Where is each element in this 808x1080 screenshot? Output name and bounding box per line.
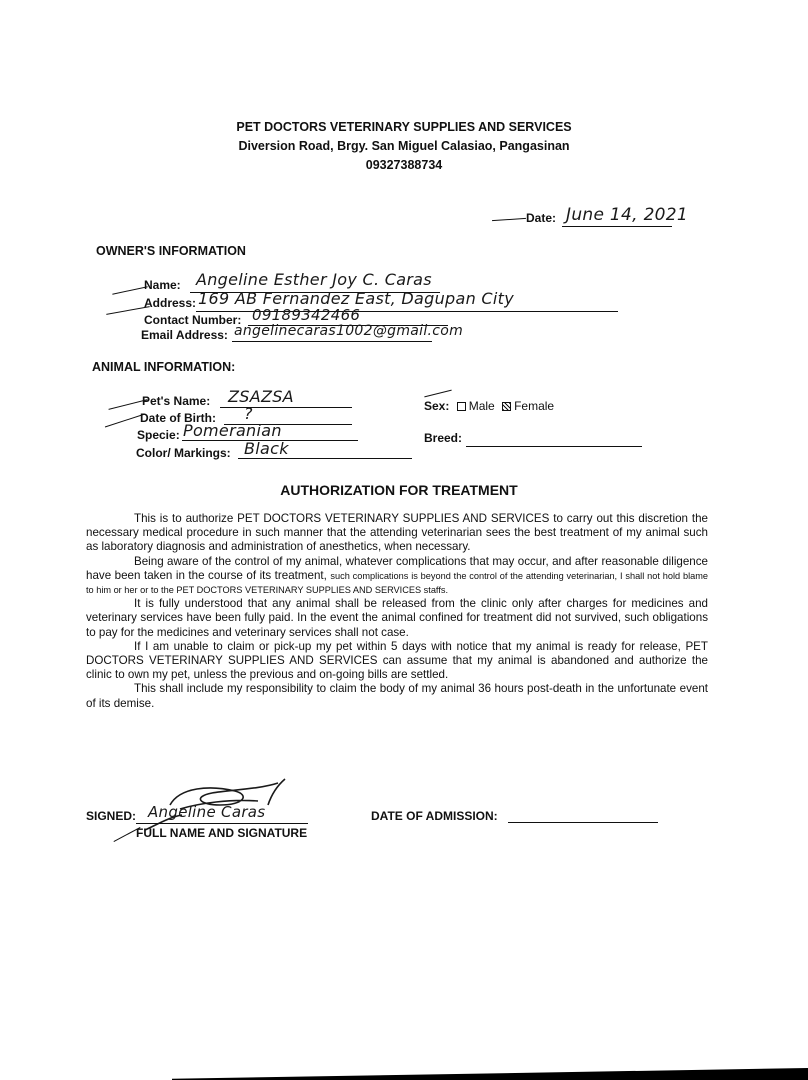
owner-email-line [232,341,432,342]
owner-pen-stroke [112,286,147,294]
owner-email-label: Email Address: [141,328,228,342]
specie-value: Pomeranian [183,421,282,440]
date-line [562,226,672,227]
authorization-title: AUTHORIZATION FOR TREATMENT [280,482,518,498]
sex-field [424,399,554,413]
owner-address-label: Address: [144,296,197,310]
date-pen-stroke [492,218,526,221]
breed-line [466,446,642,447]
color-label: Color/ Markings: [136,446,231,460]
sex-pen-stroke [424,390,451,398]
date-label: Date: [526,211,557,225]
signature-caption: FULL NAME AND SIGNATURE [136,826,308,840]
sex-male-label: Male [468,399,495,413]
owner-email-value: angelinecaras1002@gmail.com [234,323,464,339]
pet-name-line [220,407,352,408]
owner-address-value: 169 AB Fernandez East, Dagupan City [198,289,514,308]
authorization-paragraph-1: This is to authorize PET DOCTORS VETERINARY SUPPLIES AND SERVICES to carry out this discretion the necessary medical procedure in such manner that the attending veterinarian sees the best treatment of my animal such as laboratory diagnosis and administration of anesthetics, when necessary. [86,512,708,554]
dob-value: ? [244,404,253,423]
color-line [238,458,412,459]
scan-edge-shadow [172,1068,808,1080]
owner-section-title: OWNER'S INFORMATION [96,244,246,258]
breed-label: Breed: [424,431,463,445]
sex-female-checkbox[interactable] [502,402,511,411]
authorization-paragraph-5: This shall include my responsibility to claim the body of my animal 36 hours post-death in the unfortunate event of its demise. [86,682,708,710]
admission-label: DATE OF ADMISSION: [371,809,498,823]
dob-label: Date of Birth: [140,411,216,425]
authorization-paragraph-2-small: such complications is beyond the control of the attending veterinarian, I shall not hold blame to him or her or to the PET DOCTORS VETERINARY SUPPLIES AND SERVICES staffs. [86,570,708,596]
sex-male-checkbox[interactable] [457,402,466,411]
date-value: June 14, 2021 [566,205,689,225]
authorization-paragraph-2 [86,555,708,598]
signed-name: Angeline Caras [148,803,266,821]
owner-name-value: Angeline Esther Joy C. Caras [196,270,432,289]
company-phone: 09327388734 [365,158,443,172]
owner-name-label: Name: [144,278,181,292]
pet-name-label: Pet's Name: [142,394,211,408]
admission-line [508,822,658,823]
owner-contact-value: 09189342466 [252,306,361,324]
company-name: PET DOCTORS VETERINARY SUPPLIES AND SERVICES [236,120,572,134]
animal-section-title: ANIMAL INFORMATION: [92,360,236,374]
sex-label: Sex: [424,399,450,413]
signature-line [136,823,308,824]
authorization-paragraph-2-main: Being aware of the control of my animal, whatever complications that may occur, and after reasonable diligence have been taken in the course of its treatment, [86,554,708,582]
signed-label: SIGNED: [86,809,137,823]
sex-female-label: Female [514,399,555,413]
specie-label: Specie: [137,428,180,442]
authorization-paragraph-3: It is fully understood that any animal shall be released from the clinic only after charges for medicines and veterinary services have been fully paid. In the event the animal confined for treatment did not survived, such obligations to pay for the medicines and veterinary services shall not case. [86,597,708,639]
company-address: Diversion Road, Brgy. San Miguel Calasiao, Pangasinan [238,139,570,153]
authorization-body [86,512,708,711]
authorization-paragraph-4: If I am unable to claim or pick-up my pet within 5 days with notice that my animal is ready for release, PET DOCTORS VETERINARY SUPPLIES AND SERVICES can assume that my animal is abandoned and authorize the clinic to own my pet, unless the previous and on-going bills are settled. [86,639,708,682]
pet-name-value: ZSAZSA [228,387,294,406]
color-value: Black [244,439,289,458]
owner-contact-label: Contact Number: [144,313,242,327]
